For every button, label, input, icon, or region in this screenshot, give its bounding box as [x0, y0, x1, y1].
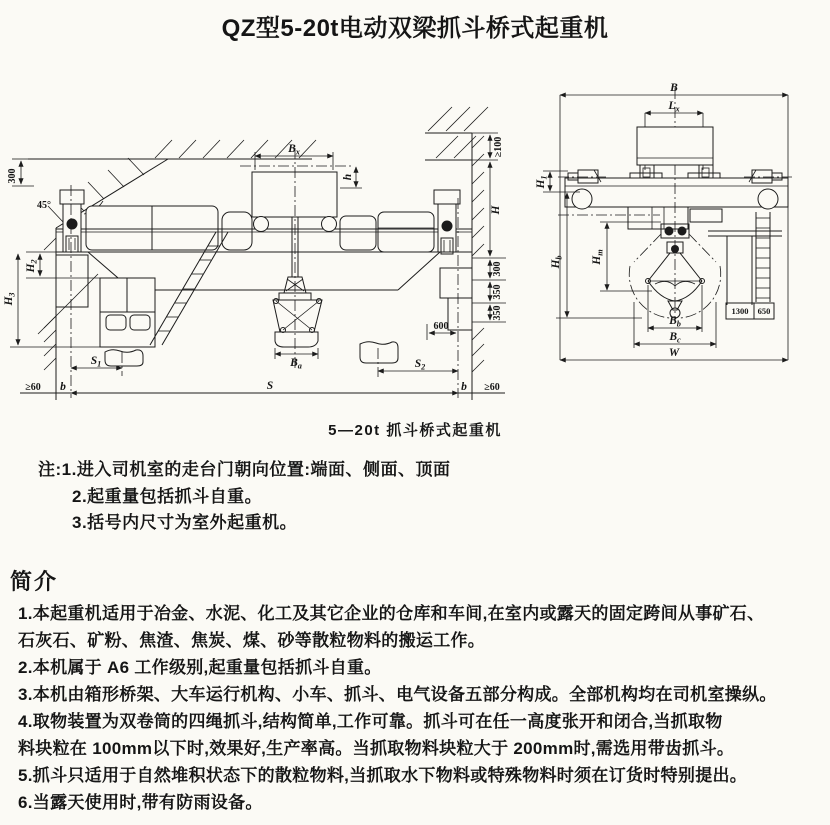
- dim-label-b-right: b: [461, 381, 467, 393]
- end-view: [535, 82, 792, 360]
- intro-line: 5.抓斗只适用于自然堆积状态下的散粒物料,当抓取水下物料或特殊物料时须在订货时特别提出。: [18, 766, 748, 785]
- dim-label-hb: $H_b$: [550, 255, 564, 269]
- dim-label-h3: $H_3$: [3, 292, 17, 306]
- figure-caption: 5—20t 抓斗桥式起重机: [328, 422, 502, 439]
- dim-label-s2: $S_2$: [414, 358, 426, 372]
- dim-label-lx: $L_x$: [668, 100, 680, 114]
- material-pile: [360, 342, 398, 363]
- dim-label-bc: $B_c$: [669, 331, 681, 345]
- dim-label-ceiling-300: 300: [7, 168, 18, 184]
- dim-label-w: W: [668, 347, 680, 359]
- trolley: [240, 166, 352, 232]
- front-view: [3, 107, 506, 400]
- dim-label-b-width: B: [670, 82, 678, 94]
- wheel-right: [758, 189, 778, 209]
- intro-line: 6.当露天使用时,带有防雨设备。: [18, 793, 263, 812]
- note-line: 3.括号内尺寸为室外起重机。: [72, 513, 298, 532]
- intro-line: 石灰石、矿粉、焦渣、焦炭、煤、砂等散粒物料的搬运工作。: [18, 631, 486, 650]
- dim-label-350-upper: 350: [492, 284, 503, 300]
- dim-label-350-lower: 350: [492, 305, 503, 321]
- dim-label-span-s: S: [266, 380, 274, 392]
- note-line: 2.起重量包括抓斗自重。: [72, 486, 263, 506]
- dim-label-clearance-60-right: ≥60: [484, 382, 500, 393]
- dim-label-bx: $B_x$: [288, 143, 300, 157]
- dim-label-h2: $H_2$: [25, 259, 39, 273]
- dim-label-600: 600: [433, 321, 449, 332]
- dim-label-s1: $S_1$: [90, 355, 102, 369]
- end-truck-right: [434, 190, 460, 254]
- dim-label-clearance-60-left: ≥60: [25, 382, 41, 393]
- page-title: QZ型5-20t电动双梁抓斗桥式起重机: [221, 15, 609, 42]
- dim-label-h-small: h: [342, 173, 354, 181]
- dim-label-height-h: H: [490, 205, 502, 215]
- intro-line: 1.本起重机适用于冶金、水泥、化工及其它企业的仓库和车间,在室内或露天的固定跨间从事矿石、: [18, 604, 765, 623]
- intro-block: [18, 600, 777, 816]
- extension-lines-end: [543, 171, 716, 348]
- dim-label-ba: $B_a$: [290, 357, 302, 371]
- end-truck-left: [60, 190, 84, 252]
- dim-label-300-right: 300: [492, 261, 503, 277]
- dim-label-b-left: b: [60, 381, 66, 393]
- buffer-right: [744, 170, 792, 183]
- dim-label-wall-angle: 45°: [37, 200, 51, 211]
- intro-line: 料块粒在 100mm以下时,效果好,生产率高。当抓取物料块粒大于 200mm时,需选用带齿抓斗。: [18, 739, 735, 758]
- left-wall: [38, 228, 98, 400]
- dim-boxes: [726, 303, 774, 319]
- dim-label-650: 650: [757, 306, 771, 316]
- right-wall: [425, 107, 488, 400]
- ladder-end: [756, 212, 770, 302]
- operator-cab: [100, 278, 155, 366]
- dim-label-h1: $H_1$: [535, 175, 549, 189]
- dim-label-clearance-100: ≥100: [493, 136, 504, 158]
- note-line: 注:1.进入司机室的走台门朝向位置:端面、侧面、顶面: [38, 460, 451, 479]
- intro-heading: 简介: [10, 569, 59, 594]
- dim-label-hm: $H_m$: [591, 249, 605, 265]
- intro-line: 3.本机由箱形桥架、大车运行机构、小车、抓斗、电气设备五部分构成。全部机构均在司机室操纵。: [18, 685, 777, 704]
- dim-label-bb: $B_b$: [669, 315, 681, 329]
- intro-line: 4.取物装置为双卷筒的四绳抓斗,结构简单,工作可靠。抓斗可在任一高度张开和闭合,当抓取物: [18, 712, 723, 731]
- notes-block: [38, 457, 451, 537]
- dim-label-1300: 1300: [731, 306, 749, 316]
- intro-line: 2.本机属于 A6 工作级别,起重量包括抓斗自重。: [18, 658, 382, 677]
